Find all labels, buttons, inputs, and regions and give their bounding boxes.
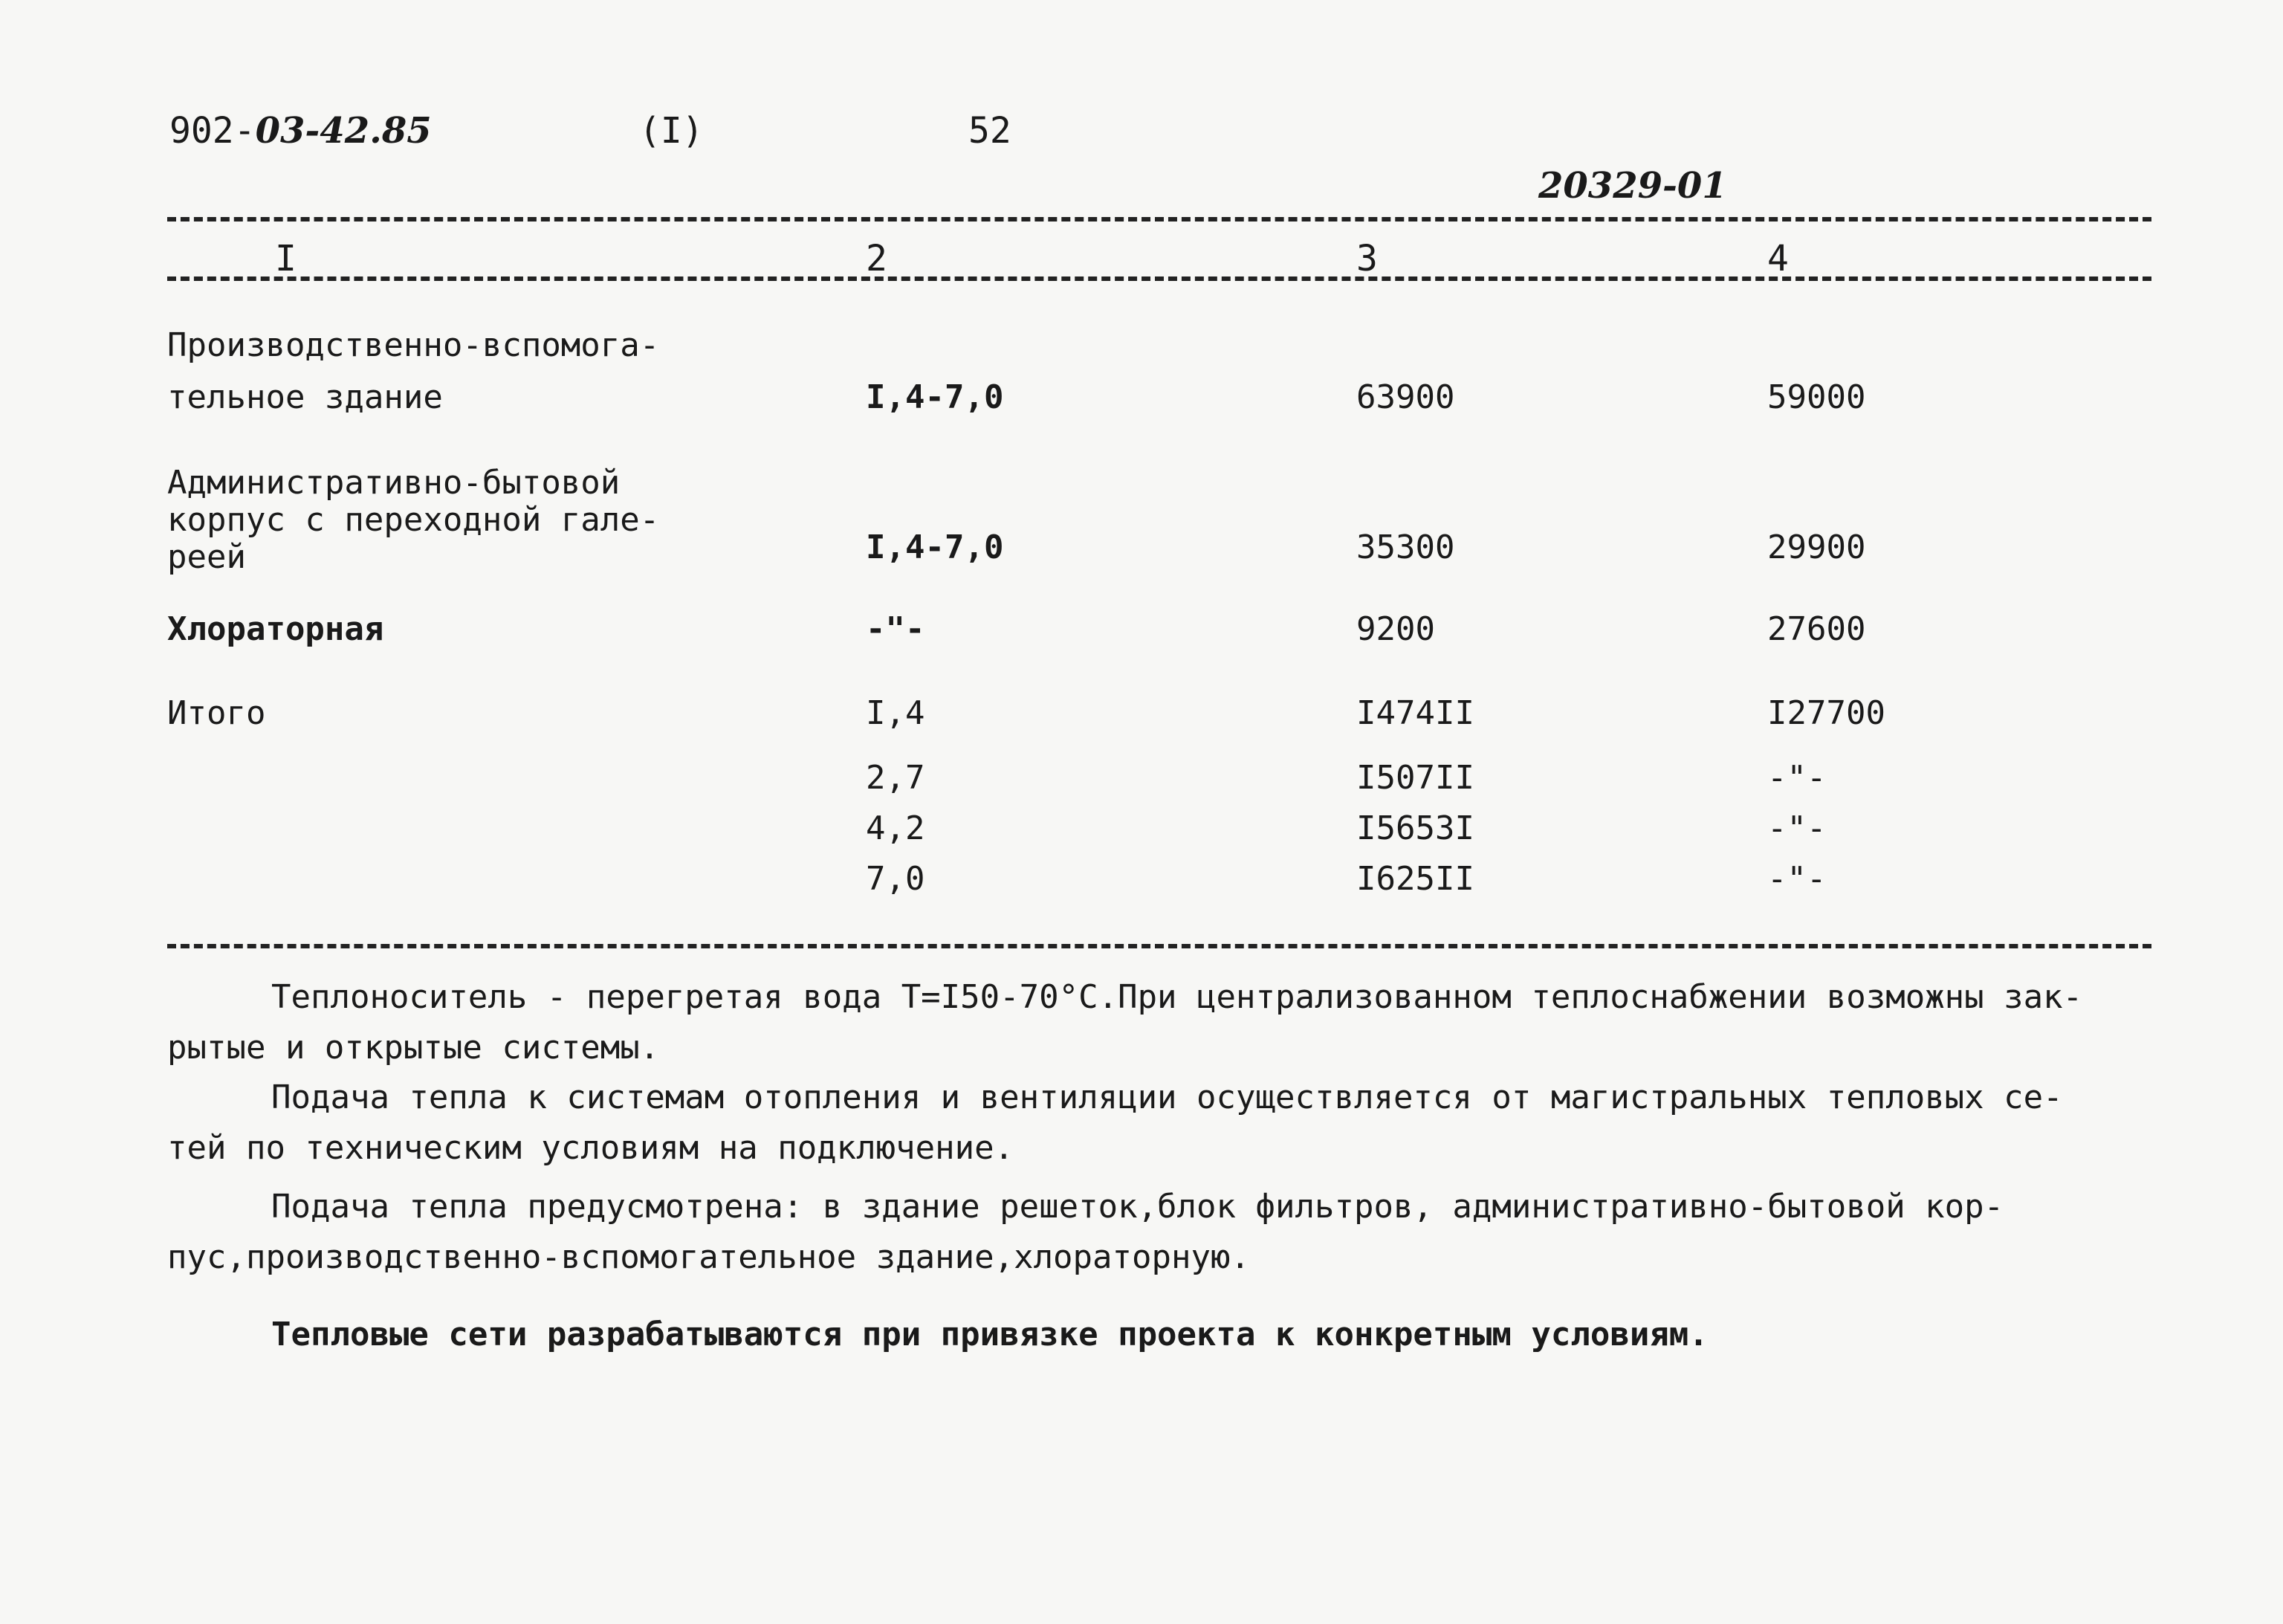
- cell-temperature: I,4-7,0: [866, 528, 1004, 566]
- cell-value-4: -"-: [1767, 809, 1827, 847]
- cell-value-4: -"-: [1767, 860, 1827, 898]
- cell-temperature: -"-: [866, 610, 925, 648]
- table-top-rule: [167, 217, 2151, 221]
- row-name-line: реей: [167, 538, 246, 576]
- cell-value-4: 27600: [1767, 610, 1866, 648]
- page-number: 52: [968, 110, 1011, 152]
- paragraph-line: Теплоноситель - перегретая вода Т=I50-70°С.При централизованном теплоснабжении возможны зак-: [271, 978, 2083, 1016]
- cell-value-3: I5653I: [1356, 809, 1474, 847]
- column-number-1: I: [275, 238, 297, 279]
- table-bottom-rule: [167, 944, 2151, 948]
- paragraph: [167, 972, 2151, 1073]
- row-name-line: тельное здание: [167, 378, 443, 416]
- cell-value-3: 35300: [1356, 528, 1455, 566]
- paragraph: [167, 1073, 2151, 1174]
- row-name-line: Хлораторная: [167, 610, 384, 648]
- paragraph-line: пус,производственно-вспомогательное здание,хлораторную.: [167, 1238, 1250, 1276]
- paragraph-line: рытые и открытые системы.: [167, 1029, 660, 1067]
- table-header-rule: [167, 276, 2151, 281]
- paragraph: [167, 1310, 2151, 1360]
- row-name-line: Итого: [167, 694, 266, 732]
- document-code-handwritten: 03-42.85: [255, 110, 432, 152]
- column-number-3: 3: [1356, 238, 1378, 279]
- cell-value-3: 9200: [1356, 610, 1435, 648]
- cell-value-3: 63900: [1356, 378, 1455, 416]
- document-code-prefix: 902-: [169, 110, 256, 152]
- cell-temperature: I,4-7,0: [866, 378, 1004, 416]
- cell-temperature: 4,2: [866, 809, 925, 847]
- cell-value-4: 59000: [1767, 378, 1866, 416]
- cell-value-3: I625II: [1356, 860, 1474, 898]
- cell-value-4: -"-: [1767, 759, 1827, 797]
- row-name-line: корпус с переходной гале-: [167, 501, 660, 539]
- inventory-stamp: 20329-01: [1538, 165, 1727, 207]
- cell-temperature: 7,0: [866, 860, 925, 898]
- paragraph-line: Подача тепла предусмотрена: в здание решеток,блок фильтров, административно-бытовой кор-: [271, 1188, 2004, 1226]
- row-name-line: Производственно-вспомога-: [167, 326, 660, 364]
- column-number-2: 2: [866, 238, 887, 279]
- table-row: [167, 465, 659, 576]
- paragraph: [167, 1182, 2151, 1283]
- cell-temperature: I,4: [866, 694, 925, 732]
- paragraph-line: тей по техническим условиям на подключение.: [167, 1129, 1014, 1167]
- document-code: [169, 110, 432, 152]
- cell-value-4: I27700: [1767, 694, 1885, 732]
- cell-value-3: I507II: [1356, 759, 1474, 797]
- column-number-4: 4: [1767, 238, 1789, 279]
- part-number: (I): [639, 110, 704, 152]
- cell-value-4: 29900: [1767, 528, 1866, 566]
- cell-temperature: 2,7: [866, 759, 925, 797]
- paragraph-line: Подача тепла к системам отопления и вентиляции осуществляется от магистральных тепловых се-: [271, 1078, 2063, 1116]
- row-name-line: Административно-бытовой: [167, 464, 621, 502]
- paragraph-line: Тепловые сети разрабатываются при привязке проекта к конкретным условиям.: [271, 1316, 1709, 1353]
- table-row: [167, 327, 659, 416]
- cell-value-3: I474II: [1356, 694, 1474, 732]
